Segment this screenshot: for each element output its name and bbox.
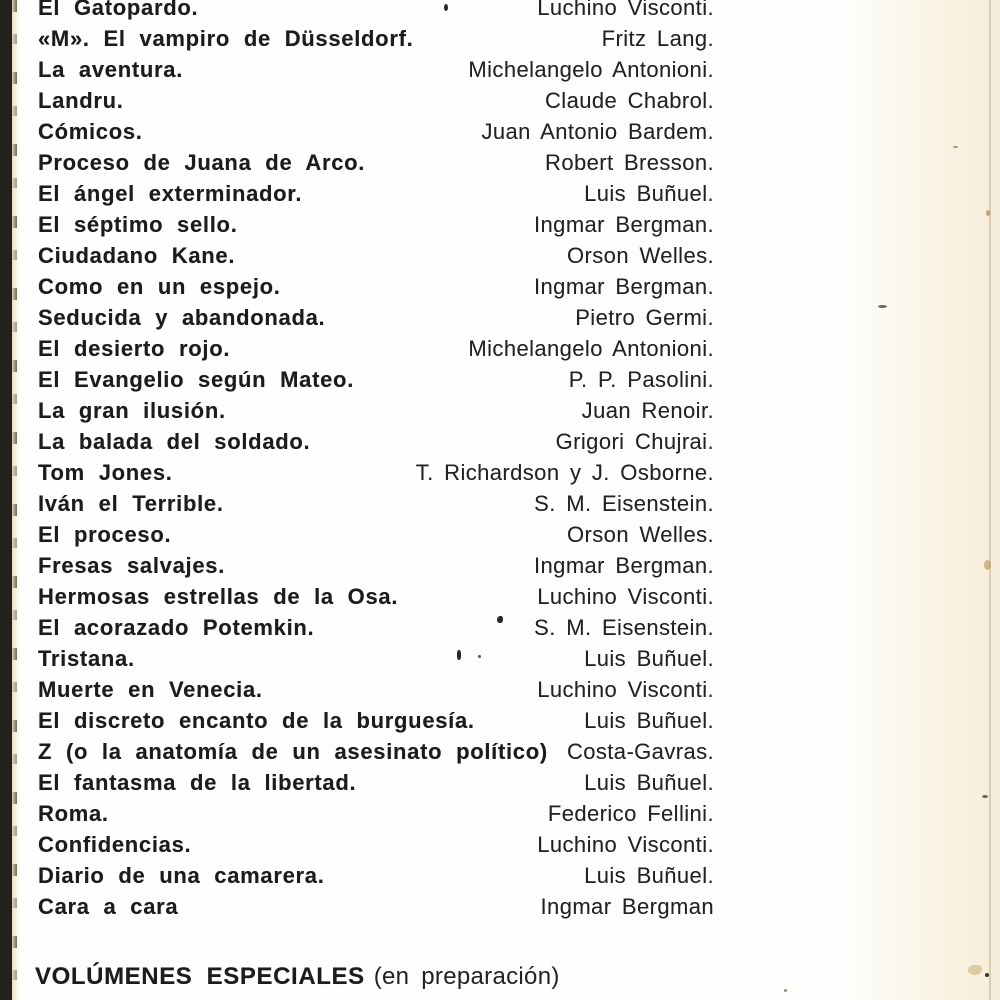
film-director: Costa-Gavras. <box>566 739 714 764</box>
film-director: Orson Welles. <box>567 243 714 268</box>
film-row <box>38 209 714 240</box>
film-row <box>38 240 714 271</box>
film-director: Luis Buñuel. <box>584 181 714 206</box>
film-director: T. Richardson y J. Osborne. <box>415 460 714 485</box>
film-director: Juan Renoir. <box>581 398 714 423</box>
scan-speck <box>953 146 958 148</box>
film-title: El Evangelio según Mateo. <box>38 367 355 392</box>
scan-edge-bar <box>0 0 12 1000</box>
film-director: Juan Antonio Bardem. <box>481 119 714 144</box>
film-title: Tom Jones. <box>38 460 173 485</box>
film-title: El proceso. <box>38 522 172 547</box>
film-title: «M». El vampiro de Düsseldorf. <box>38 26 414 51</box>
film-row <box>38 705 714 736</box>
film-director: Michelangelo Antonioni. <box>468 336 714 361</box>
film-director: Claude Chabrol. <box>545 88 714 113</box>
film-director: Luchino Visconti. <box>537 832 714 857</box>
film-title: Ciudadano Kane. <box>38 243 236 268</box>
film-title: Landru. <box>38 88 124 113</box>
film-title: La gran ilusión. <box>38 398 226 423</box>
scan-speck <box>878 305 887 308</box>
special-volumes-heading: VOLÚMENES ESPECIALES <box>35 963 365 990</box>
film-title: Confidencias. <box>38 832 192 857</box>
film-title: El fantasma de la libertad. <box>38 770 357 795</box>
film-title: Iván el Terrible. <box>38 491 224 516</box>
film-row <box>38 395 714 426</box>
film-row <box>38 829 714 860</box>
film-row <box>38 426 714 457</box>
film-row <box>38 85 714 116</box>
film-row <box>38 643 714 674</box>
film-director: Fritz Lang. <box>601 26 714 51</box>
film-row <box>38 581 714 612</box>
film-director: Ingmar Bergman. <box>534 553 714 578</box>
film-title: Fresas salvajes. <box>38 553 226 578</box>
film-title: La aventura. <box>38 57 184 82</box>
scan-speck <box>982 795 988 798</box>
scan-speck <box>986 210 990 216</box>
film-title: Cara a cara <box>38 894 179 919</box>
film-director: Ingmar Bergman <box>540 894 714 919</box>
film-title: Diario de una camarera. <box>38 863 325 888</box>
film-director: S. M. Eisenstein. <box>534 615 714 640</box>
scan-speck <box>478 655 481 658</box>
film-title: Como en un espejo. <box>38 274 281 299</box>
special-volumes-section <box>35 963 560 991</box>
film-director: Ingmar Bergman. <box>534 212 714 237</box>
film-title: Seducida y abandonada. <box>38 305 326 330</box>
film-row <box>38 860 714 891</box>
film-title: El Gatopardo. <box>38 0 199 20</box>
film-title: El discreto encanto de la burguesía. <box>38 708 475 733</box>
film-director: Grigori Chujrai. <box>555 429 714 454</box>
film-row <box>38 178 714 209</box>
film-director: Federico Fellini. <box>547 801 714 826</box>
film-row <box>38 550 714 581</box>
scan-speck <box>984 560 991 570</box>
film-director: Luis Buñuel. <box>584 708 714 733</box>
film-row <box>38 23 714 54</box>
film-row <box>38 519 714 550</box>
film-director: Orson Welles. <box>567 522 714 547</box>
film-title: Muerte en Venecia. <box>38 677 263 702</box>
film-director: Luis Buñuel. <box>584 770 714 795</box>
scan-speck <box>497 616 503 623</box>
film-row <box>38 736 714 767</box>
film-row <box>38 798 714 829</box>
film-director: Ingmar Bergman. <box>534 274 714 299</box>
film-director: Luis Buñuel. <box>584 646 714 671</box>
film-row <box>38 147 714 178</box>
scan-speck <box>985 973 989 977</box>
film-row <box>38 612 714 643</box>
film-title: El ángel exterminador. <box>38 181 303 206</box>
film-title: El acorazado Potemkin. <box>38 615 315 640</box>
special-volumes-note: (en preparación) <box>373 963 560 990</box>
film-row <box>38 302 714 333</box>
film-director: Luchino Visconti. <box>537 677 714 702</box>
film-row <box>38 767 714 798</box>
film-director: Robert Bresson. <box>545 150 714 175</box>
film-title: El séptimo sello. <box>38 212 238 237</box>
film-director: S. M. Eisenstein. <box>534 491 714 516</box>
film-title: Tristana. <box>38 646 135 671</box>
film-title: Hermosas estrellas de la Osa. <box>38 584 399 609</box>
scan-edge-paper-shadow <box>12 0 19 1000</box>
film-title: Proceso de Juana de Arco. <box>38 150 366 175</box>
film-title: Cómicos. <box>38 119 143 144</box>
film-row <box>38 0 714 23</box>
film-director: Luchino Visconti. <box>537 0 714 20</box>
film-row <box>38 364 714 395</box>
film-row <box>38 891 714 922</box>
film-row <box>38 333 714 364</box>
film-row <box>38 457 714 488</box>
film-row <box>38 271 714 302</box>
film-director: Pietro Germi. <box>575 305 714 330</box>
film-title: Roma. <box>38 801 109 826</box>
film-director: Luis Buñuel. <box>584 863 714 888</box>
film-row <box>38 674 714 705</box>
scan-speck <box>784 989 787 992</box>
page-fold-line <box>989 0 991 1000</box>
film-director: P. P. Pasolini. <box>568 367 714 392</box>
film-row <box>38 116 714 147</box>
film-title: La balada del soldado. <box>38 429 311 454</box>
film-title: El desierto rojo. <box>38 336 231 361</box>
film-row <box>38 488 714 519</box>
scan-speck <box>444 4 448 11</box>
film-title: Z (o la anatomía de un asesinato político) <box>38 739 548 764</box>
film-list <box>38 0 714 922</box>
film-director: Michelangelo Antonioni. <box>468 57 714 82</box>
film-director: Luchino Visconti. <box>537 584 714 609</box>
scan-speck <box>457 650 461 660</box>
film-row <box>38 54 714 85</box>
scan-speck <box>968 965 982 975</box>
